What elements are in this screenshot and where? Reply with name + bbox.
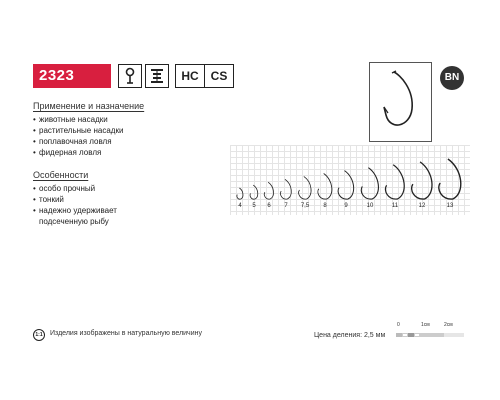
hook-size-drawing [338,171,354,199]
hook-size-drawing [361,168,378,199]
hook-preview-icon [370,63,431,141]
hook-outline [412,162,432,199]
hook-outline [299,176,311,199]
eye-hook-icon-box [118,64,142,88]
size-label: 5 [252,203,256,209]
hook-size-drawing [318,174,332,200]
size-label: 7,5 [300,203,310,209]
list-item: • тонкий [33,194,133,205]
ruler-segment [420,333,444,337]
hook-outline [237,188,243,199]
hook-outline [361,168,378,199]
hook-outline [338,171,354,199]
hook-outline [250,185,258,199]
hook-size-drawing [439,159,461,199]
hook-outline [280,179,291,199]
size-label: 10 [366,203,374,209]
size-label: 12 [418,203,426,209]
hook-outline [439,159,461,199]
coating-badge: BN [440,66,464,90]
list-item: • надежно удерживает подсеченную рыбу [33,205,133,227]
list-item: • особо прочный [33,183,133,194]
features-title: Особенности [33,170,89,180]
size-label: 7 [284,203,288,209]
model-number-badge: 2323 [33,64,111,88]
list-item: • фидерная ловля [33,147,123,158]
list-item: • поплавочная ловля [33,136,123,147]
hook-size-drawing [250,185,258,199]
code-hc: HC [175,64,205,88]
hook-size-drawing [264,182,273,199]
scale-1-1-badge: 1:1 [33,329,45,341]
hook-size-drawing [280,179,291,199]
hook-size-drawing [412,162,432,199]
usage-title: Применение и назначение [33,101,145,111]
hook-size-drawing [299,176,311,199]
ruler-segment [444,333,464,337]
scale-division-note: Цена деления: 2,5 мм [314,332,386,339]
hook-size-drawing [237,188,243,199]
spool-icon [146,65,168,87]
size-label: 6 [267,203,271,209]
hook-size-drawings [230,145,470,205]
list-item: • животные насадки [33,114,123,125]
actual-size-note: Изделия изображены в натуральную величину [50,330,202,337]
size-label: 9 [344,203,348,209]
spool-icon-box [145,64,169,88]
eye-hook-icon [119,65,141,87]
hook-preview [369,62,432,142]
ruler-label-1cm: 1см [421,322,430,328]
features-list [33,183,133,227]
hook-size-drawing [385,165,404,199]
code-cs: CS [204,64,234,88]
size-label: 4 [238,203,242,209]
hook-outline [385,165,404,199]
hook-outline [264,182,273,199]
ruler-label-2cm: 2см [444,322,453,328]
ruler-label-0: 0 [397,322,400,328]
size-label: 13 [446,203,454,209]
list-item: • растительные насадки [33,125,123,136]
size-label: 8 [323,203,327,209]
hook-outline [318,174,332,200]
usage-list [33,114,123,158]
size-label: 11 [391,203,399,209]
